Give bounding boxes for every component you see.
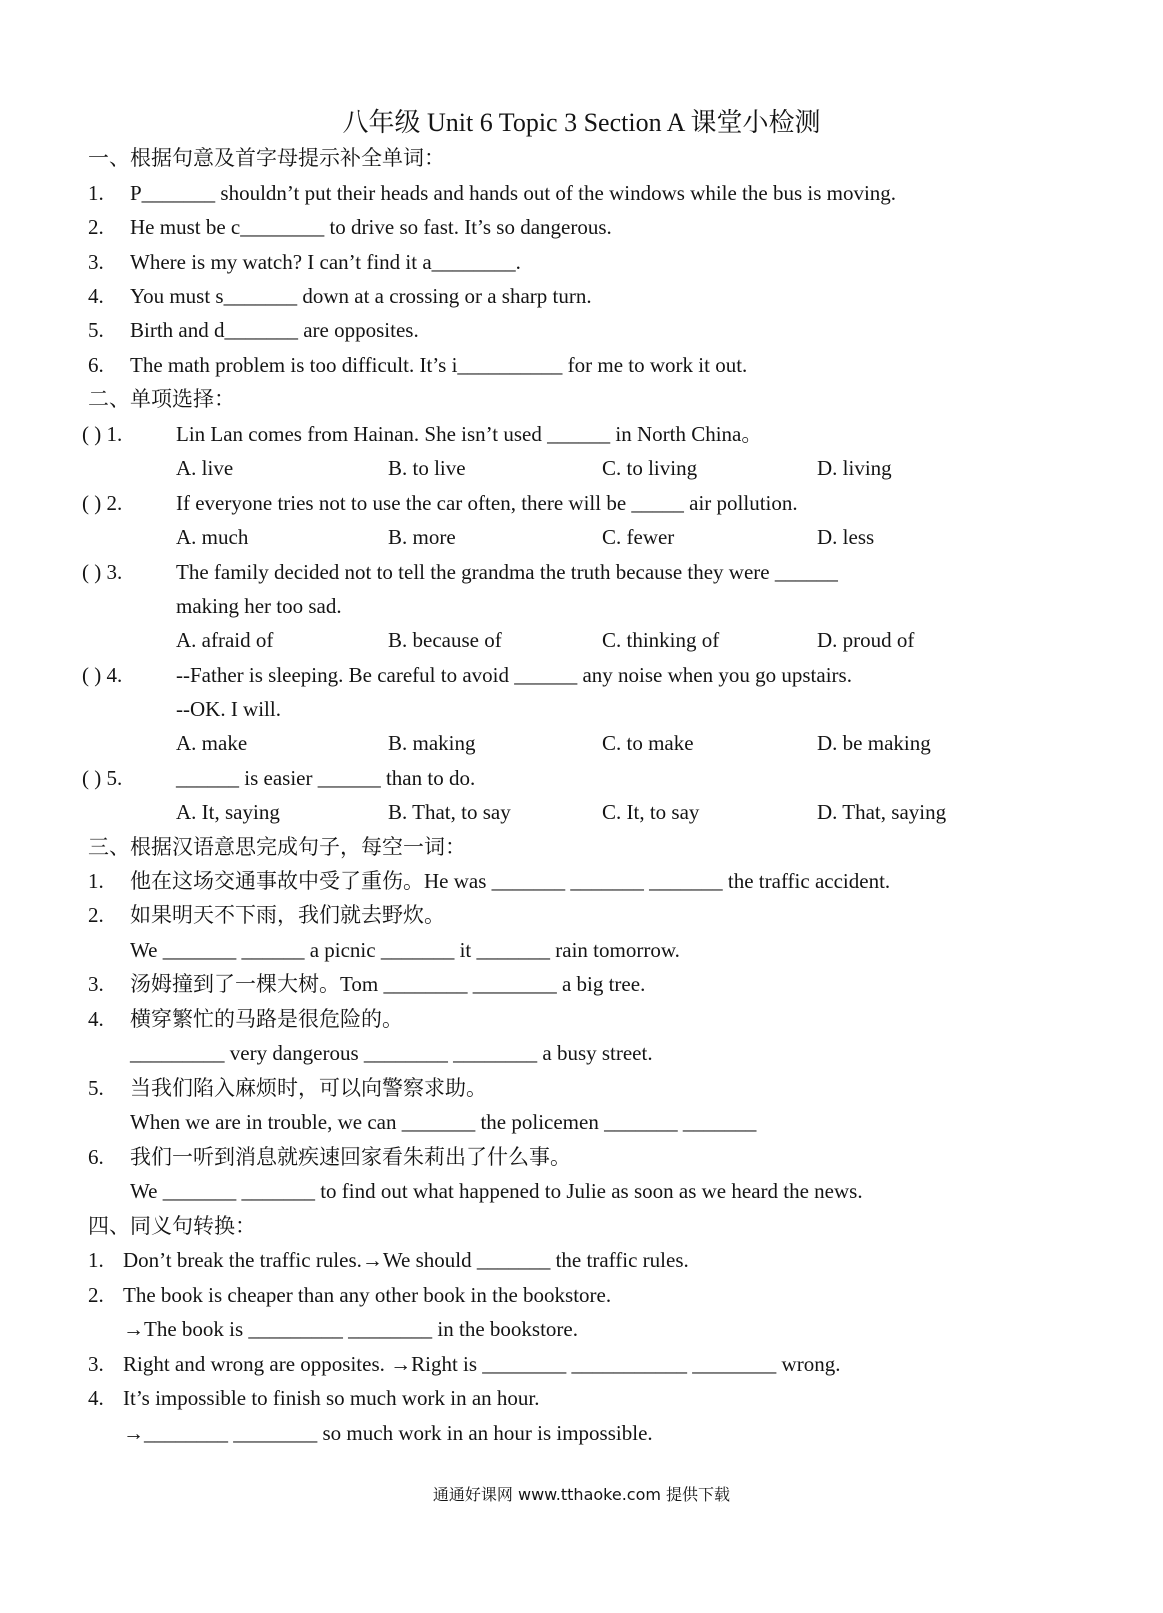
s1-item-text: P_______ shouldn’t put their heads and hands out of the windows while the bus is moving. <box>130 181 897 205</box>
option-d: D. less <box>817 525 875 549</box>
s1-item-text: He must be c________ to drive so fast. It’s so dangerous. <box>130 215 612 239</box>
answer-bracket: ( ) 1. <box>82 422 123 446</box>
option-c: C. to living <box>602 456 698 480</box>
s4-item-number: 1. <box>88 1248 104 1272</box>
question-text-continued: making her too sad. <box>176 594 342 618</box>
option-b: B. to live <box>388 456 466 480</box>
option-b: B. making <box>388 731 476 755</box>
s1-item-number: 6. <box>88 353 104 377</box>
answer-bracket: ( ) 2. <box>82 491 123 515</box>
option-d: D. be making <box>817 731 931 755</box>
option-b: B. because of <box>388 628 502 652</box>
s1-item-number: 2. <box>88 215 104 239</box>
s4-item-answer-line: →________ ________ so much work in an hour is impossible. <box>123 1421 653 1445</box>
s4-item-number: 3. <box>88 1352 104 1376</box>
s3-item-number: 4. <box>88 1007 104 1031</box>
s3-item-answer-line: _________ very dangerous ________ ________ a busy street. <box>130 1041 653 1065</box>
footer-watermark: 通通好课网 www.tthaoke.com 提供下载 <box>432 1485 731 1504</box>
answer-bracket: ( ) 4. <box>82 663 123 687</box>
s3-item-text: 他在这场交通事故中受了重伤。He was _______ _______ _______ the traffic accident. <box>130 869 891 893</box>
question-text: If everyone tries not to use the car often, there will be _____ air pollution. <box>176 491 798 515</box>
option-a: A. make <box>176 731 248 755</box>
section-4-heading: 四、同义句转换： <box>88 1214 256 1238</box>
s4-item-text: It’s impossible to finish so much work in an hour. <box>123 1386 540 1410</box>
question-text-continued: --OK. I will. <box>176 697 281 721</box>
s4-item-text: Right and wrong are opposites. →Right is ________ ___________ ________ wrong. <box>123 1352 841 1376</box>
option-b: B. That, to say <box>388 800 511 824</box>
s3-item-text: 如果明天不下雨，我们就去野炊。 <box>130 903 445 927</box>
option-d: D. living <box>817 456 892 480</box>
s3-item-answer-line: We _______ _______ to find out what happened to Julie as soon as we heard the news. <box>130 1179 863 1203</box>
s3-item-answer-line: We _______ ______ a picnic _______ it _______ rain tomorrow. <box>130 938 680 962</box>
s3-item-text: 横穿繁忙的马路是很危险的。 <box>130 1007 403 1031</box>
question-text: --Father is sleeping. Be careful to avoid ______ any noise when you go upstairs. <box>176 663 852 687</box>
answer-bracket: ( ) 3. <box>82 560 123 584</box>
s1-item-number: 3. <box>88 250 104 274</box>
option-a: A. It, saying <box>176 800 280 824</box>
s1-item-number: 5. <box>88 318 104 342</box>
s1-item-number: 4. <box>88 284 104 308</box>
s1-item-text: You must s_______ down at a crossing or a sharp turn. <box>130 284 592 308</box>
s3-item-number: 2. <box>88 903 104 927</box>
s3-item-answer-line: When we are in trouble, we can _______ the policemen _______ _______ <box>130 1110 757 1134</box>
question-text: Lin Lan comes from Hainan. She isn’t used ______ in North China。 <box>176 422 763 446</box>
section-2-heading: 二、单项选择： <box>88 387 235 411</box>
option-a: A. afraid of <box>176 628 274 652</box>
option-c: C. to make <box>602 731 694 755</box>
option-c: C. fewer <box>602 525 675 549</box>
s1-item-text: The math problem is too difficult. It’s i__________ for me to work it out. <box>130 353 748 377</box>
s3-item-text: 汤姆撞到了一棵大树。Tom ________ ________ a big tree. <box>130 972 646 996</box>
question-text: ______ is easier ______ than to do. <box>176 766 476 790</box>
s4-item-text: Don’t break the traffic rules.→We should _______ the traffic rules. <box>123 1248 689 1272</box>
s3-item-number: 5. <box>88 1076 104 1100</box>
answer-bracket: ( ) 5. <box>82 766 123 790</box>
s3-item-number: 3. <box>88 972 104 996</box>
s1-item-text: Birth and d_______ are opposites. <box>130 318 419 342</box>
question-text: The family decided not to tell the grandma the truth because they were ______ <box>176 560 838 584</box>
section-3-heading: 三、根据汉语意思完成句子，每空一词： <box>88 835 466 859</box>
option-c: C. It, to say <box>602 800 700 824</box>
s4-item-number: 2. <box>88 1283 104 1307</box>
s3-item-number: 1. <box>88 869 104 893</box>
option-d: D. That, saying <box>817 800 947 824</box>
option-c: C. thinking of <box>602 628 720 652</box>
s4-item-answer-line: →The book is _________ ________ in the bookstore. <box>123 1317 578 1341</box>
s4-item-text: The book is cheaper than any other book in the bookstore. <box>123 1283 612 1307</box>
option-d: D. proud of <box>817 628 915 652</box>
s4-item-number: 4. <box>88 1386 104 1410</box>
s3-item-number: 6. <box>88 1145 104 1169</box>
option-a: A. much <box>176 525 249 549</box>
s1-item-number: 1. <box>88 181 104 205</box>
option-b: B. more <box>388 525 456 549</box>
s3-item-text: 我们一听到消息就疾速回家看朱莉出了什么事。 <box>130 1145 571 1169</box>
s3-item-text: 当我们陷入麻烦时，可以向警察求助。 <box>130 1076 487 1100</box>
option-a: A. live <box>176 456 234 480</box>
section-1-heading: 一、根据句意及首字母提示补全单词： <box>88 146 445 170</box>
page-title: 八年级 Unit 6 Topic 3 Section A 课堂小检测 <box>342 108 821 137</box>
s1-item-text: Where is my watch? I can’t find it a________. <box>130 250 521 274</box>
